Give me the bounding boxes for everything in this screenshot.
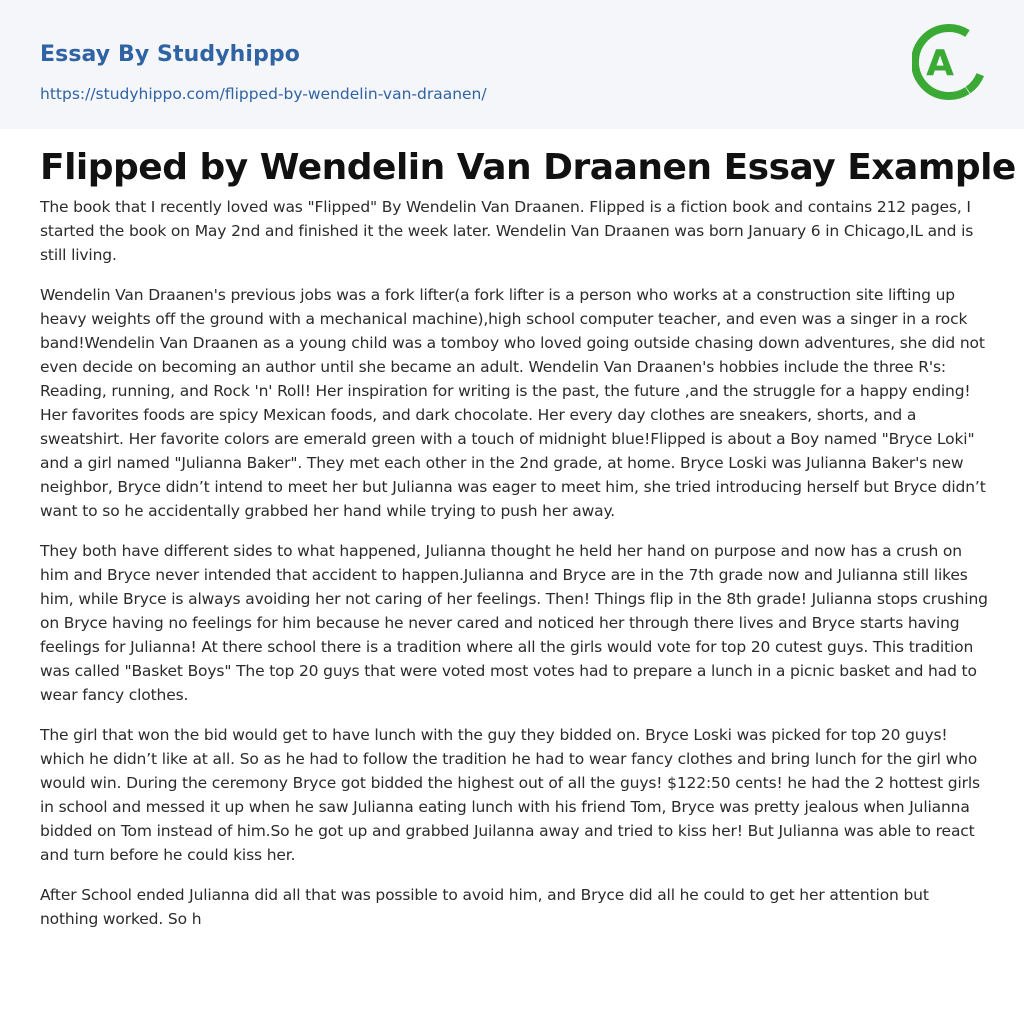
essay-paragraph-4: The girl that won the bid would get to have lunch with the guy they bidded on. Bryce Loski was picked for top 20 guys! which he didn’t like at all. So as he had to follow the tradition he had to wear fancy clothes and bring lunch for the girl who would win. During the ceremony Bryce got bidded the highest out of all the guys! $122:50 cents! he had the 2 hottest girls in school and messed it up when he saw Julianna eating lunch with his friend Tom, Bryce was pretty jealous when Julianna bidded on Tom instead of him.So he got up and grabbed Juilanna away and tried to kiss her! But Julianna was able to react and turn before he could kiss her. xyxy=(40,726,980,864)
site-header xyxy=(0,0,1024,129)
logo-letter: A xyxy=(926,43,954,84)
essay-paragraph-3: They both have different sides to what happened, Julianna thought he held her hand on purpose and now has a crush on him and Bryce never intended that accident to happen.Julianna and Bryce are in the 7th grade now and Julianna still likes him, while Bryce is always avoiding her not caring of her feelings. Then! Things flip in the 8th grade! Julianna stops crushing on Bryce having no feelings for him because he never cared and noticed her through there lives and Bryce starts having feelings for Julianna! At there school there is a tradition where all the girls would vote for top 20 cutest guys. This tradition was called "Basket Boys" The top 20 guys that were voted most votes had to prepare a lunch in a picnic basket and had to wear fancy clothes. xyxy=(40,542,988,704)
essay-body xyxy=(40,195,990,947)
site-brand[interactable]: Essay By Studyhippo xyxy=(40,42,300,67)
source-url-link[interactable]: https://studyhippo.com/flipped-by-wendelin-van-draanen/ xyxy=(40,85,487,103)
essay-paragraph-5: After School ended Julianna did all that was possible to avoid him, and Bryce did all he could to get her attention but nothing worked. So h xyxy=(40,886,929,928)
essay-paragraph-1: The book that I recently loved was "Flipped" By Wendelin Van Draanen. Flipped is a fiction book and contains 212 pages, I started the book on May 2nd and finished it the week later. Wendelin Van Draanen was born January 6 in Chicago,IL and is still living. xyxy=(40,198,974,264)
essay-paragraph-2: Wendelin Van Draanen's previous jobs was a fork lifter(a fork lifter is a person who works at a construction site lifting up heavy weights off the ground with a mechanical machine),high school computer teacher, and even was a singer in a rock band!Wendelin Van Draanen as a young child was a tomboy who loved going outside chasing down adventures, she did not even decide on becoming an author until she became an adult. Wendelin Van Draanen's hobbies include the three R's: Reading, running, and Rock 'n' Roll! Her inspiration for writing is the past, the future ,and the struggle for a happy ending! Her favorites foods are spicy Mexican foods, and dark chocolate. Her every day clothes are sneakers, shorts, and a sweatshirt. Her favorite colors are emerald green with a touch of midnight blue!Flipped is about a Boy named "Bryce Loki" and a girl named "Julianna Baker". They met each other in the 2nd grade, at home. Bryce Loski was Julianna Baker's new neighbor, Bryce didn’t intend to meet her but Julianna was eager to meet him, she tried introducing herself but Bryce didn’t want to so he accidentally grabbed her hand while trying to push her away. xyxy=(40,286,986,520)
page-title: Flipped by Wendelin Van Draanen Essay Example xyxy=(40,147,1016,188)
studyhippo-logo-icon[interactable] xyxy=(912,20,986,104)
